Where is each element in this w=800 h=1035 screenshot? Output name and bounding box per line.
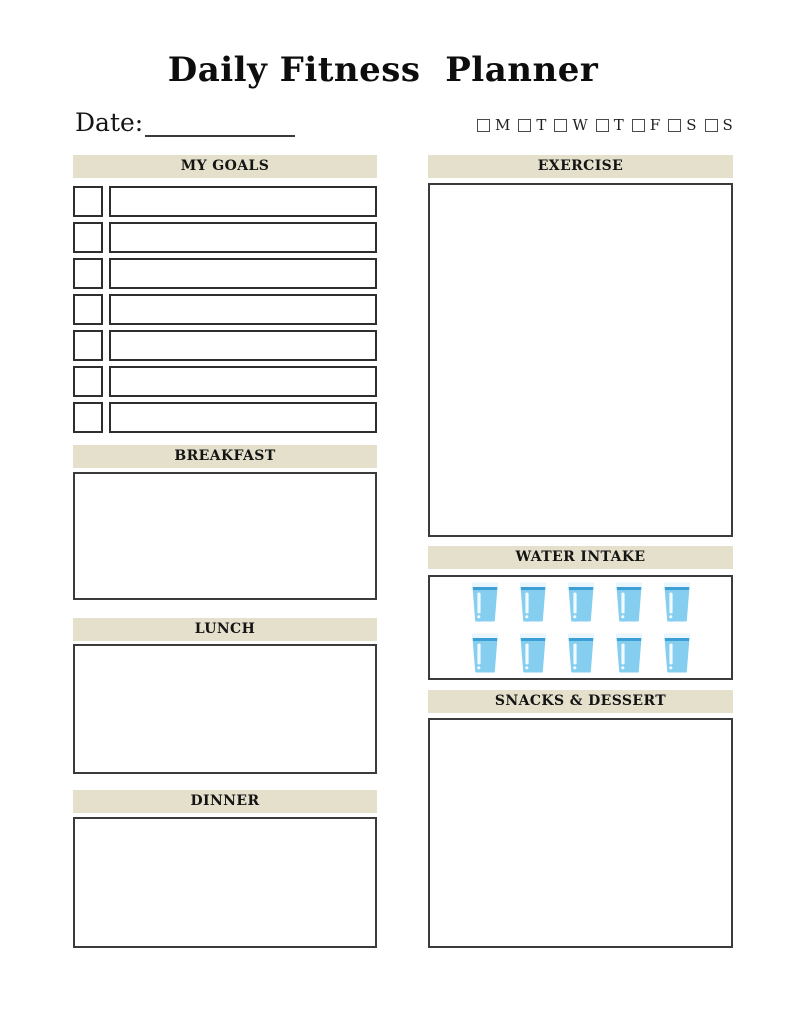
goal-input-box[interactable] [109, 222, 377, 253]
lunch-section-header: LUNCH [73, 618, 377, 641]
water-glass-icon[interactable] [567, 633, 595, 673]
goal-row [73, 222, 377, 253]
goal-input-box[interactable] [109, 402, 377, 433]
day-label: T [613, 116, 624, 134]
goal-row [73, 294, 377, 325]
water-glass-icon[interactable] [615, 582, 643, 622]
water-glass-icon[interactable] [567, 582, 595, 622]
date-row [75, 108, 295, 137]
day-item [477, 116, 510, 134]
day-label: S [722, 116, 733, 134]
water-glass-icon[interactable] [663, 582, 691, 622]
right-column [428, 155, 733, 948]
weekday-checkbox-row [477, 116, 741, 134]
day-label: T [536, 116, 547, 134]
goal-checkbox[interactable] [73, 222, 103, 253]
date-label: Date: [75, 108, 144, 137]
snacks-writing-box[interactable] [428, 718, 733, 948]
goal-row [73, 258, 377, 289]
dinner-writing-box[interactable] [73, 817, 377, 948]
water-glass-icon[interactable] [471, 633, 499, 673]
breakfast-writing-box[interactable] [73, 472, 377, 600]
goal-checkbox[interactable] [73, 330, 103, 361]
goal-checkbox[interactable] [73, 294, 103, 325]
water-glass-icon[interactable] [663, 633, 691, 673]
goal-input-box[interactable] [109, 258, 377, 289]
day-item [518, 116, 546, 134]
date-input-line[interactable] [145, 111, 295, 137]
dinner-section-header: DINNER [73, 790, 377, 813]
water-glass-grid [471, 582, 691, 673]
goal-row [73, 330, 377, 361]
left-column [73, 155, 377, 948]
goal-input-box[interactable] [109, 186, 377, 217]
day-label: F [649, 116, 661, 134]
breakfast-section-header: BREAKFAST [73, 445, 377, 468]
goal-checkbox[interactable] [73, 366, 103, 397]
day-item [632, 116, 660, 134]
lunch-writing-box[interactable] [73, 644, 377, 774]
day-item [596, 116, 624, 134]
goal-row [73, 186, 377, 217]
goal-input-box[interactable] [109, 366, 377, 397]
exercise-writing-box[interactable] [428, 183, 733, 537]
day-label: M [495, 116, 511, 134]
goal-input-box[interactable] [109, 330, 377, 361]
day-checkbox[interactable] [477, 119, 490, 132]
day-checkbox[interactable] [668, 119, 681, 132]
goal-checkbox[interactable] [73, 402, 103, 433]
day-checkbox[interactable] [632, 119, 645, 132]
day-label: S [686, 116, 697, 134]
water-intake-box [428, 575, 733, 680]
goals-section-header: MY GOALS [73, 155, 377, 178]
water-glass-icon[interactable] [471, 582, 499, 622]
water-glass-icon[interactable] [519, 582, 547, 622]
goal-input-box[interactable] [109, 294, 377, 325]
snacks-section-header: SNACKS & DESSERT [428, 690, 733, 713]
day-checkbox[interactable] [518, 119, 531, 132]
page-title: Daily Fitness Planner [167, 50, 599, 90]
water-glass-icon[interactable] [519, 633, 547, 673]
day-checkbox[interactable] [596, 119, 609, 132]
goal-checkbox[interactable] [73, 186, 103, 217]
goal-checkbox[interactable] [73, 258, 103, 289]
day-label: W [572, 116, 588, 134]
exercise-section-header: EXERCISE [428, 155, 733, 178]
goal-row [73, 402, 377, 433]
goal-row [73, 366, 377, 397]
day-checkbox[interactable] [705, 119, 718, 132]
goals-list [73, 186, 377, 433]
water-glass-icon[interactable] [615, 633, 643, 673]
day-checkbox[interactable] [554, 119, 567, 132]
day-item [668, 116, 696, 134]
day-item [554, 116, 587, 134]
day-item [705, 116, 733, 134]
water-section-header: WATER INTAKE [428, 546, 733, 569]
